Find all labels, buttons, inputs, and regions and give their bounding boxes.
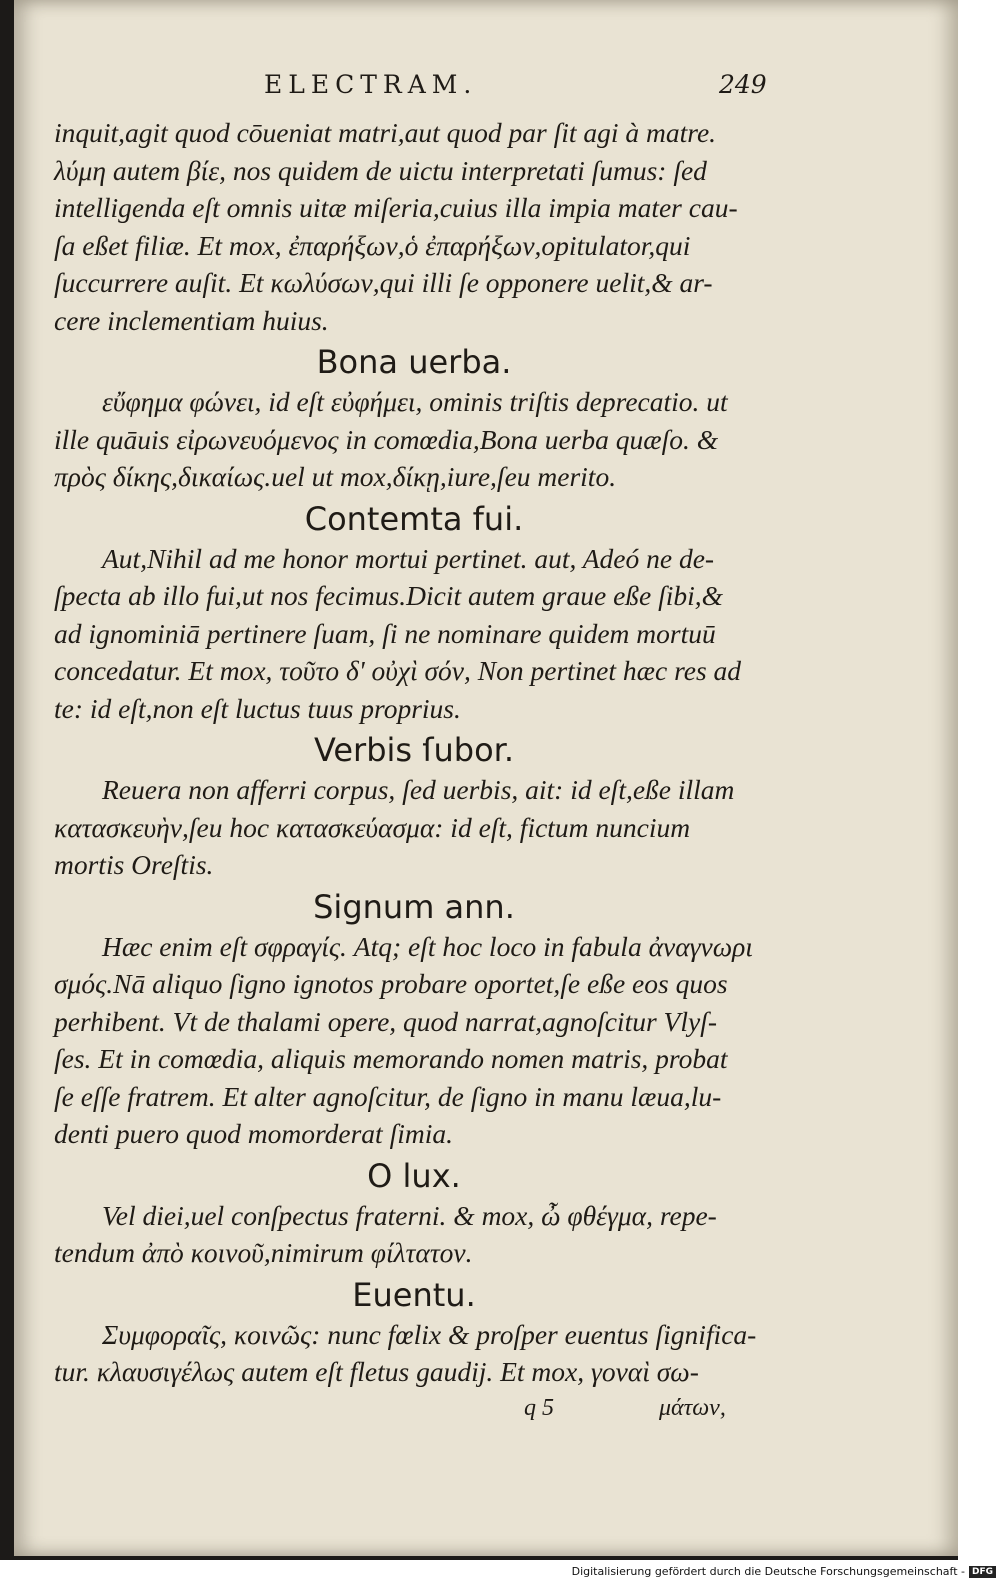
catchword: μάτων, — [659, 1394, 726, 1421]
credit-text: Digitalisierung gefördert durch die Deutsche Forschungsgemeinschaft - — [571, 1565, 965, 1578]
running-head — [54, 70, 774, 114]
text-line: ſe eſſe fratrem. Et alter agnoſcitur, de ſigno in manu læua,lu- — [54, 1080, 722, 1112]
section-heading: Euentu. — [352, 1275, 476, 1314]
running-title: ELECTRAM. — [264, 70, 478, 99]
text-line: Συμφοραῖς, κοινῶς: nunc fœlix & proſper euentus ſignifica- — [102, 1318, 757, 1350]
dfg-logo: DFG — [969, 1566, 996, 1578]
page-text-block — [54, 70, 774, 1433]
section-heading: Bona uerba. — [316, 343, 512, 381]
text-line: tur. κλαυσιγέλως autem eſt fletus gaudij. Et mox, γοναὶ σω- — [54, 1356, 699, 1387]
text-line: inquit,agit quod cōueniat matri,aut quod par ſit agi à matre. — [54, 117, 717, 148]
section-heading: Verbis ſubor. — [313, 731, 515, 769]
text-line: εὔφημα φώνει, id eſt εὐφήμει, ominis triſtis deprecatio. ut — [102, 386, 728, 417]
digitization-credit — [572, 1565, 996, 1578]
section-1-body — [54, 383, 774, 496]
section-5-body — [54, 1197, 774, 1272]
text-line: Reuera non afferri corpus, ſed uerbis, ait: id eſt,eße illam — [102, 774, 735, 805]
page-footer — [54, 1393, 774, 1433]
text-line: κατασκευὴν,ſeu hoc κατασκεύασμα: id eſt, fictum nuncium — [54, 811, 691, 843]
text-line: ſuccurrere auſit. Et κωλύσων,qui illi ſe opponere uelit,& ar- — [54, 267, 713, 298]
section-heading: Signum ann. — [313, 887, 515, 926]
section-heading: O lux. — [367, 1156, 461, 1195]
text-line: ſa eßet filiæ. Et mox, ἐπαρήξων,ὁ ἐπαρήξων,opitulator,qui — [54, 229, 691, 261]
text-line: Hæc enim eſt σφραγίς. Atq; eſt hoc loco in fabula ἀναγνωρι — [102, 930, 753, 962]
section-0-body — [54, 114, 774, 339]
text-line: λύμη autem βίε, nos quidem de uictu interpretati ſumus: ſed — [54, 154, 707, 186]
section-3-body — [54, 771, 774, 884]
text-line: ſes. Et in comœdia, aliquis memorando nomen matris, probat — [54, 1043, 728, 1074]
book-page — [14, 0, 958, 1556]
section-4-body — [54, 928, 774, 1153]
text-line: perhibent. Vt de thalami opere, quod narrat,agnoſcitur Vlyſ- — [54, 1005, 717, 1037]
signature-mark: q 5 — [524, 1394, 554, 1421]
text-line: intelligenda eſt omnis uitæ miſeria,cuius illa impia mater cau- — [54, 192, 738, 223]
text-line: tendum ἀπὸ κοινοῦ,nimirum φίλτατον. — [54, 1237, 473, 1268]
text-line: mortis Oreſtis. — [54, 849, 214, 880]
text-line: σμός.Nā aliquo ſigno ignotos probare oportet,ſe eße eos quos — [54, 968, 728, 999]
text-line: ille quāuis εἰρωνευόμενος in comœdia,Bona uerba quæſo. & — [54, 423, 719, 455]
section-6-body — [54, 1316, 774, 1391]
section-2-body — [54, 540, 774, 728]
text-line: concedatur. Et mox, τοῦτο δ' οὐχὶ σόν, Non pertinet hæc res ad — [54, 655, 742, 686]
text-line: cere inclementiam huius. — [54, 304, 329, 336]
section-heading: Contemta fui. — [304, 499, 524, 538]
page-number: 249 — [719, 70, 767, 99]
text-line: πρὸς δίκης,δικαίως.uel ut mox,δίκῃ,iure,ſeu merito. — [54, 461, 617, 492]
text-line: Aut,Nihil ad me honor mortui pertinet. aut, Adeó ne de- — [102, 542, 715, 574]
text-line: ad ignominiā pertinere ſuam, ſi ne nominare quidem mortuū — [54, 617, 716, 649]
text-line: Vel diei,uel conſpectus fraterni. & mox, ὦ φθέγμα, repe- — [102, 1199, 717, 1231]
text-line: te: id eſt,non eſt luctus tuus proprius. — [54, 692, 461, 724]
text-line: ſpecta ab illo fui,ut nos fecimus.Dicit autem graue eße ſibi,& — [54, 580, 724, 611]
text-line: denti puero quod momorderat ſimia. — [54, 1118, 453, 1149]
